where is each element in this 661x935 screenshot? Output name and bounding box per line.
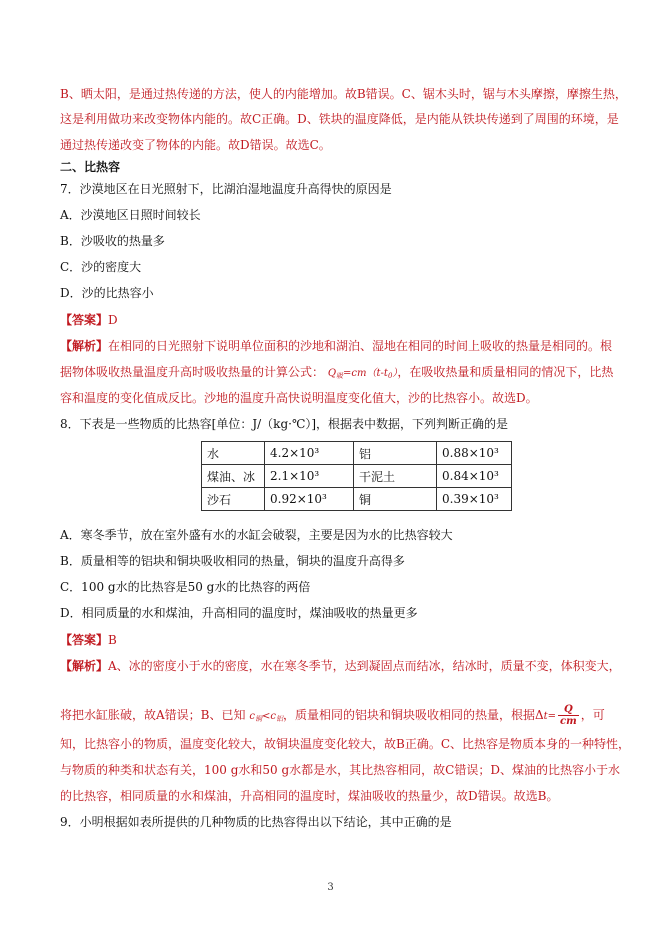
- q7-analysis-line-1: [60, 338, 612, 354]
- table-cell: 0.39×10³: [437, 488, 512, 511]
- table-cell: 沙石: [202, 488, 265, 511]
- q7-option-c: C．沙的密度大: [60, 260, 142, 274]
- answer-value: D: [108, 313, 118, 327]
- answer-tag: 【答案】: [60, 633, 109, 647]
- answer-tag: 【答案】: [60, 313, 109, 327]
- table-cell: 铜: [354, 488, 437, 511]
- prev-analysis-line-3: 通过热传递改变了物体的内能。故D错误。故选C。: [60, 138, 331, 152]
- page-number: 3: [327, 882, 334, 893]
- q7-option-d: D．沙的比热容小: [60, 286, 154, 300]
- table-cell: 4.2×10³: [265, 442, 354, 465]
- table-cell: 水: [202, 442, 265, 465]
- table-cell: 0.88×10³: [437, 442, 512, 465]
- analysis-tag: 【解析】: [60, 659, 109, 673]
- table-row: [202, 442, 512, 465]
- q8-option-b: B．质量相等的铝块和铜块吸收相同的热量，铜块的温度升高得多: [60, 554, 405, 568]
- table-cell: 干泥土: [354, 465, 437, 488]
- q7-analysis-line-2: [60, 364, 613, 384]
- q7-option-a: A．沙漠地区日照时间较长: [60, 208, 201, 222]
- table-cell: 0.84×10³: [437, 465, 512, 488]
- section-heading: 二、比热容: [60, 160, 121, 174]
- q9-stem: 9．小明根据如表所提供的几种物质的比热容得出以下结论，其中正确的是: [60, 815, 452, 829]
- analysis-text: 在相同的日光照射下说明单位面积的沙地和湖泊、湿地在相同的时间上吸收的热量是相同的。根: [108, 339, 613, 353]
- analysis-text: ，质量相同的铝块和铜块吸收相同的热量，根据Δ: [282, 708, 544, 722]
- table-cell: 2.1×10³: [265, 465, 354, 488]
- analysis-tag: 【解析】: [60, 339, 109, 353]
- q7-option-b: B．沙吸收的热量多: [60, 234, 165, 248]
- table-row: [202, 488, 512, 511]
- q8-option-a: A．寒冬季节，放在室外盛有水的水缸会破裂，主要是因为水的比热容较大: [60, 528, 453, 542]
- answer-value: B: [108, 633, 117, 647]
- table-cell: 铝: [354, 442, 437, 465]
- heat-formula: $Q_吸=cm(t-t_0)$: [327, 368, 398, 380]
- table-cell: 0.92×10³: [265, 488, 354, 511]
- table-row: [202, 465, 512, 488]
- prev-analysis-line-2: 这是利用做功来改变物体内能的。故C正确。D、铁块的温度降低，是内能从铁块传递到了周围的环境，是: [60, 112, 619, 126]
- analysis-text: ，在吸收热量和质量相同的情况下，比热: [397, 365, 614, 379]
- specific-heat-table: [201, 441, 512, 511]
- q8-option-d: D．相同质量的水和煤油，升高相同的温度时，煤油吸收的热量更多: [60, 606, 418, 620]
- q8-option-c: C．100 g水的比热容是50 g水的比热容的两倍: [60, 580, 311, 594]
- q-over-cm-fraction: $\frac{Q}{cm}$: [560, 704, 577, 727]
- q8-analysis-line-4: 与物质的种类和状态有关，100 g水和50 g水都是水，其比热容相同，故C错误；D、煤油的比热容小于水: [60, 763, 620, 777]
- table-cell: 煤油、冰: [202, 465, 265, 488]
- q8-analysis-line-2: [60, 704, 605, 727]
- q8-analysis-line-5: 的比热容，相同质量的水和煤油，升高相同的温度时，煤油吸收的热量少，故D错误。故选B。: [60, 789, 559, 803]
- c-copper: $c_铜<c_铝$: [249, 711, 283, 723]
- q7-answer: [60, 312, 118, 328]
- q8-answer: [60, 632, 117, 648]
- q7-stem: 7．沙漠地区在日光照射下，比湖泊湿地温度升高得快的原因是: [60, 182, 392, 196]
- q8-analysis-line-1: [60, 658, 621, 674]
- analysis-text: 将把水缸胀破，故A错误；B、已知: [60, 708, 246, 722]
- prev-analysis-line-1: B、晒太阳，是通过热传递的方法，使人的内能增加。故B错误。C、锯木头时，锯与木头摩擦，摩擦生热，: [60, 87, 627, 101]
- q8-stem: 8．下表是一些物质的比热容[单位：J/（kg·℃）]，根据表中数据，下列判断正确的是: [60, 417, 509, 431]
- analysis-text: A、冰的密度小于水的密度，水在寒冬季节，达到凝固点而结冰，结冰时，质量不变，体积变大，: [108, 659, 621, 673]
- q8-analysis-line-3: 知，比热容小的物质，温度变化较大，故铜块温度变化较大，故B正确。C、比热容是物质本身的一种特性，: [60, 737, 631, 751]
- delta-t-formula: t=: [543, 711, 557, 722]
- analysis-text: ，可: [580, 708, 605, 722]
- q7-analysis-line-3: 容和温度的变化值成反比。沙地的温度升高快说明温度变化值大，沙的比热容小。故选D。: [60, 391, 538, 405]
- analysis-text: 据物体吸收热量温度升高时吸收热量的计算公式：: [60, 365, 325, 379]
